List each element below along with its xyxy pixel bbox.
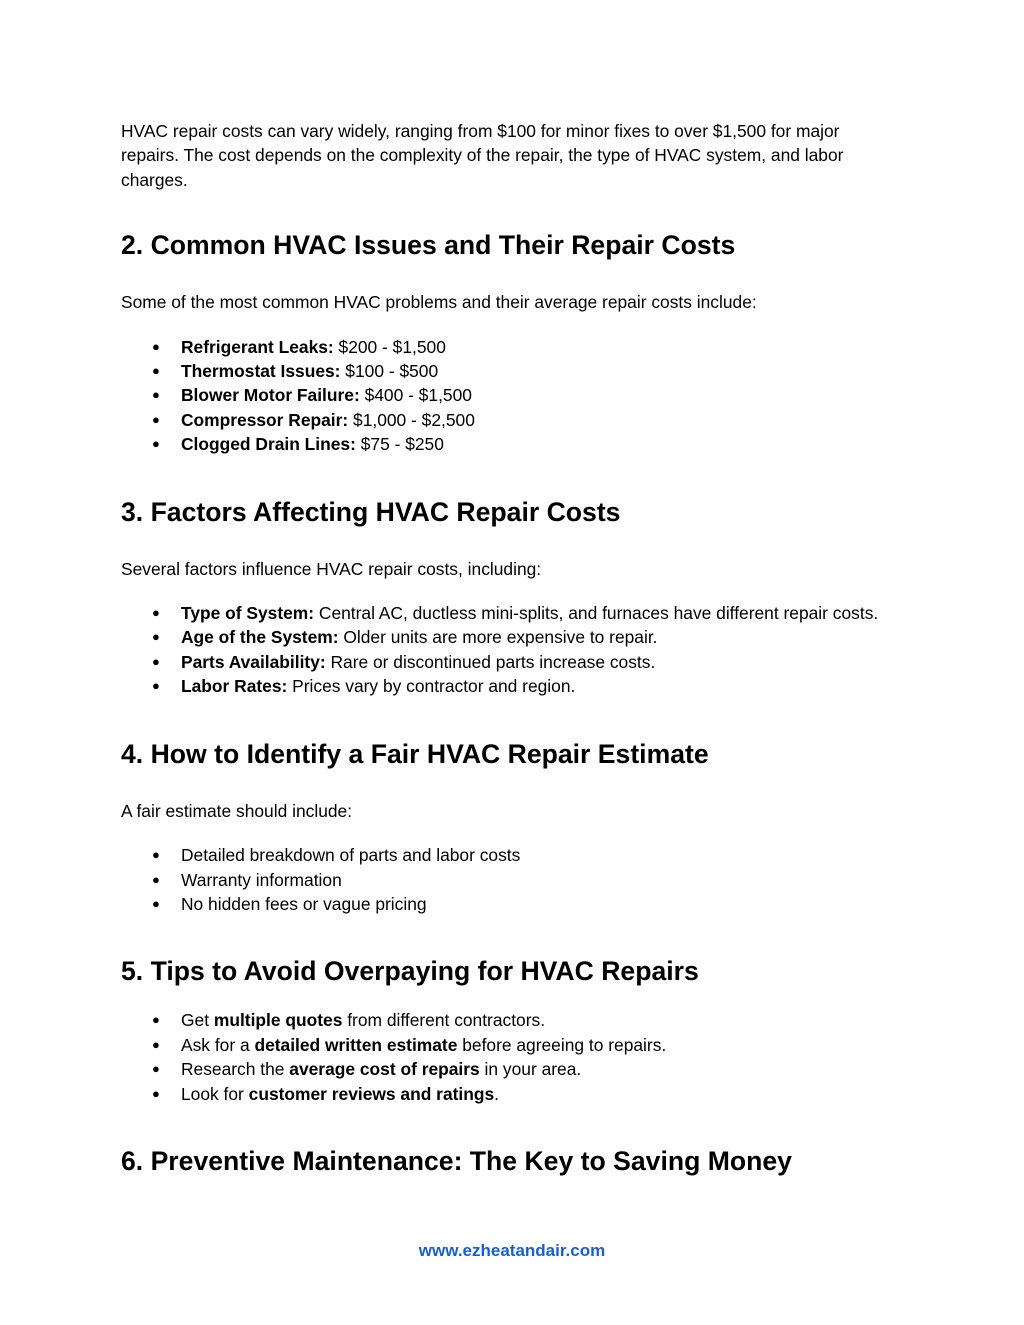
- item-emphasis: multiple quotes: [213, 1010, 343, 1031]
- list-item: [121, 1082, 901, 1106]
- list-item: [121, 601, 901, 625]
- list-item: [121, 1033, 901, 1057]
- item-text: Research the: [181, 1059, 290, 1080]
- list-item: [121, 408, 901, 432]
- section-5-heading: 5. Tips to Avoid Overpaying for HVAC Repairs: [121, 956, 699, 987]
- item-text: Older units are more expensive to repair.: [338, 627, 658, 648]
- item-label: Refrigerant Leaks:: [181, 336, 334, 357]
- list-item: [121, 650, 901, 674]
- list-item: ● Warranty information: [121, 868, 901, 892]
- item-label: Clogged Drain Lines:: [181, 434, 356, 455]
- footer-website-link[interactable]: www.ezheatandair.com: [418, 1241, 606, 1260]
- item-label: Parts Availability:: [181, 651, 326, 672]
- item-label: Labor Rates:: [181, 676, 288, 697]
- list-item: [121, 383, 901, 407]
- item-text: Rare or discontinued parts increase costs.: [325, 651, 656, 672]
- factors-list: [121, 601, 901, 699]
- document-body: [121, 119, 901, 1206]
- item-emphasis: average cost of repairs: [289, 1059, 480, 1080]
- item-label: Blower Motor Failure:: [181, 385, 360, 406]
- item-text: in your area.: [479, 1059, 582, 1080]
- estimate-list: [121, 843, 901, 916]
- section-4-heading: 4. How to Identify a Fair HVAC Repair Estimate: [121, 738, 709, 769]
- list-item: [121, 1057, 901, 1081]
- section-4-lead: A fair estimate should include:: [121, 800, 353, 821]
- item-text: $200 - $1,500: [333, 336, 446, 357]
- item-text: $75 - $250: [355, 434, 444, 455]
- item-text: Look for: [181, 1083, 249, 1104]
- list-item: [121, 359, 901, 383]
- intro-paragraph: HVAC repair costs can vary widely, ranging from $100 for minor fixes to over $1,500 for major repairs. The cost depends on the complexity of the repair, the type of HVAC system, and labor charges.: [121, 121, 844, 190]
- section-2-heading: 2. Common HVAC Issues and Their Repair Costs: [121, 230, 736, 261]
- section-3-heading: 3. Factors Affecting HVAC Repair Costs: [121, 496, 621, 527]
- item-text: $100 - $500: [340, 361, 439, 382]
- list-item: ● No hidden fees or vague pricing: [121, 892, 901, 916]
- tips-list: [121, 1008, 901, 1106]
- item-text: from different contractors.: [342, 1010, 546, 1031]
- item-emphasis: customer reviews and ratings: [248, 1083, 495, 1104]
- item-text: $1,000 - $2,500: [348, 409, 475, 430]
- item-text: before agreeing to repairs.: [457, 1034, 667, 1055]
- section-3-lead: Several factors influence HVAC repair costs, including:: [121, 558, 542, 579]
- item-label: Compressor Repair:: [181, 409, 349, 430]
- list-item: [121, 1008, 901, 1032]
- repair-costs-list: [121, 335, 901, 457]
- list-item: [121, 625, 901, 649]
- item-label: Age of the System:: [181, 627, 339, 648]
- item-emphasis: detailed written estimate: [254, 1034, 458, 1055]
- item-text: .: [494, 1083, 500, 1104]
- item-text: $400 - $1,500: [359, 385, 472, 406]
- item-text: Prices vary by contractor and region.: [287, 676, 576, 697]
- section-2-lead: Some of the most common HVAC problems and their average repair costs include:: [121, 292, 757, 313]
- item-text: Get: [181, 1010, 214, 1031]
- list-item: ● Detailed breakdown of parts and labor costs: [121, 843, 901, 867]
- item-text: Ask for a: [181, 1034, 255, 1055]
- list-item: [121, 674, 901, 698]
- list-item: [121, 335, 901, 359]
- item-text: Central AC, ductless mini-splits, and furnaces have different repair costs.: [314, 603, 879, 624]
- list-item: [121, 432, 901, 456]
- section-6-heading: 6. Preventive Maintenance: The Key to Saving Money: [121, 1145, 792, 1176]
- item-label: Thermostat Issues:: [181, 361, 341, 382]
- item-label: Type of System:: [181, 603, 315, 624]
